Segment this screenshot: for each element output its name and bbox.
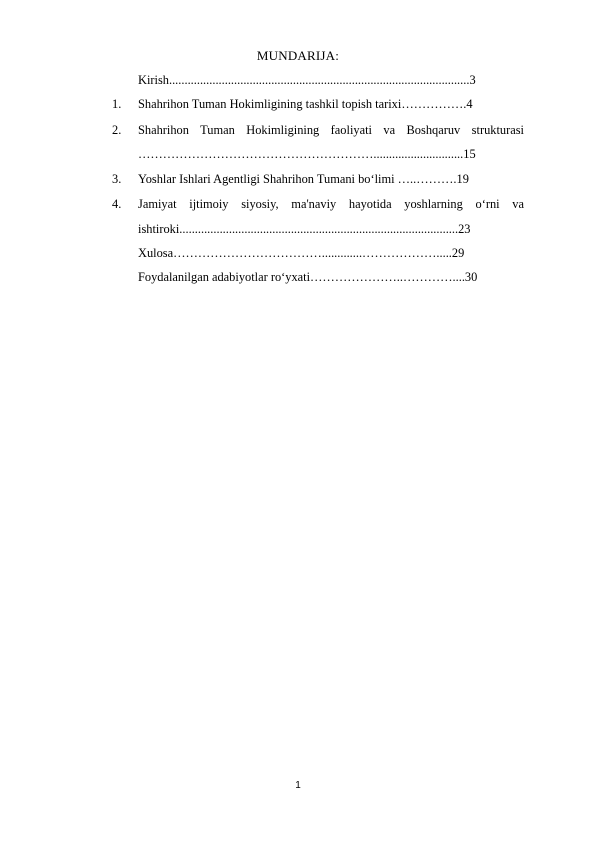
toc-entry-number: 3. xyxy=(112,172,122,186)
toc-entry-2-line-1[interactable]: Shahrihon Tuman Hokimligining faoliyati va Boshqaruv strukturasi xyxy=(138,123,524,137)
toc-entry-1[interactable]: Shahrihon Tuman Hokimligining tashkil topish tarixi…………….4 xyxy=(138,97,473,111)
toc-entry-number: 4. xyxy=(112,197,122,211)
toc-entry-4-line-1[interactable]: Jamiyat ijtimoiy siyosiy, ma'naviy hayotida yoshlarning o‘rni va xyxy=(138,197,524,211)
toc-entry-xulosa[interactable]: Xulosa……………………………….............……………….....29 xyxy=(138,246,465,260)
toc-entry-number: 1. xyxy=(112,97,122,111)
page-number: 1 xyxy=(295,780,301,791)
toc-entry-4-line-2[interactable]: ishtiroki..........................................................................................23 xyxy=(138,222,471,236)
toc-entry-2-line-2[interactable]: ………………………………………………….............................15 xyxy=(138,147,476,161)
toc-entry-number: 2. xyxy=(112,123,122,137)
toc-entry-3[interactable]: Yoshlar Ishlari Agentligi Shahrihon Tumani bo‘limi …..……….19 xyxy=(138,172,469,186)
page-title: MUNDARIJA: xyxy=(256,48,340,63)
toc-entry-kirish[interactable]: Kirish.................................................................................................3 xyxy=(138,73,476,87)
toc-entry-adabiyotlar[interactable]: Foydalanilgan adabiyotlar ro‘yxati…………………..…………....30 xyxy=(138,270,478,284)
